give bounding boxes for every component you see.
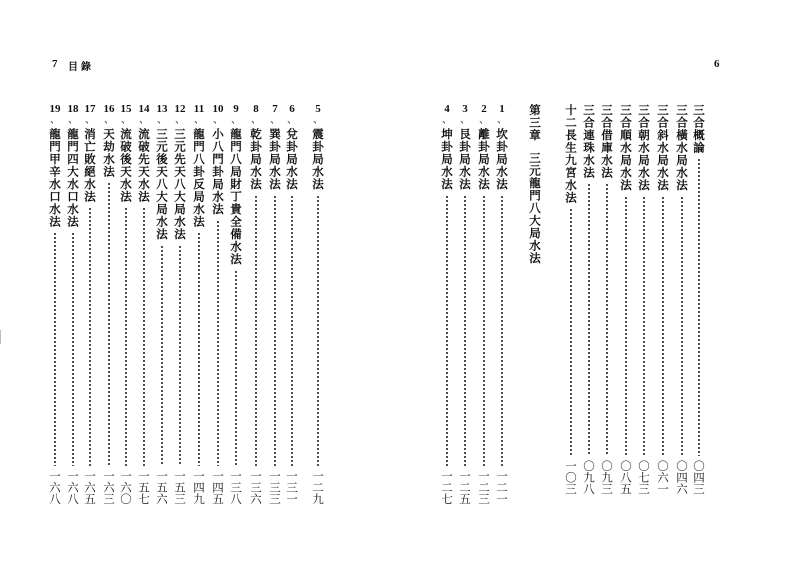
toc-entry <box>82 104 98 504</box>
entry-title: 龍門四大水口水法 <box>66 128 80 228</box>
entry-title: 乾卦局水法 <box>249 128 263 191</box>
toc-entry <box>674 104 690 494</box>
toc-entry <box>563 104 579 494</box>
entry-page: 〇九三 <box>600 459 614 494</box>
dot-leader <box>625 196 627 456</box>
dot-leader <box>108 182 110 466</box>
entry-page: 一三八 <box>229 469 243 504</box>
entry-title: 三合借庫水法 <box>600 104 614 179</box>
running-head: 目錄 <box>68 62 94 73</box>
entry-page: 一〇三 <box>564 459 578 494</box>
toc-entry <box>310 104 326 504</box>
left-page-number: 7 <box>52 58 58 70</box>
entry-number: 5 <box>315 103 321 115</box>
chapter-title: 三元龍門八大局水法 <box>528 151 542 264</box>
dot-leader <box>501 195 503 466</box>
toc-entry <box>599 104 615 494</box>
entry-title: 龍門八局財丁貴全備水法 <box>229 128 243 266</box>
entry-number: 17 <box>84 103 96 115</box>
entry-title: 龍門八卦反局水法 <box>192 128 206 228</box>
enumeration-comma: 、 <box>104 115 114 126</box>
chapter-label: 第三章 <box>528 104 542 142</box>
toc-entry <box>284 104 300 504</box>
entry-title: 三合斜水局水法 <box>656 104 670 192</box>
entry-title: 三合順水局水法 <box>619 104 633 192</box>
entry-page: 一三一 <box>285 469 299 504</box>
entry-title: 坎卦局水法 <box>495 128 509 191</box>
entry-number: 16 <box>103 103 115 115</box>
enumeration-comma: 、 <box>287 115 297 126</box>
toc-entry <box>476 104 492 504</box>
dot-leader <box>317 195 319 466</box>
entry-title: 小八門卦局水法 <box>211 128 225 216</box>
dot-leader <box>179 245 181 466</box>
toc-entry <box>101 104 117 504</box>
toc-entry <box>191 104 207 504</box>
dot-leader <box>483 195 485 466</box>
right-page-number: 6 <box>714 58 720 70</box>
entry-title: 兌卦局水法 <box>285 128 299 191</box>
entry-title: 龍門甲辛水口水法 <box>48 128 62 228</box>
dot-leader <box>54 232 56 466</box>
enumeration-comma: 、 <box>442 115 452 126</box>
dot-leader <box>291 195 293 466</box>
entry-page: 一三三 <box>268 469 282 504</box>
entry-page: 一二九 <box>311 469 325 504</box>
toc-entry <box>136 104 152 504</box>
dot-leader <box>570 208 572 456</box>
entry-title: 三元先天八大局水法 <box>173 128 187 241</box>
enumeration-comma: 、 <box>85 115 95 126</box>
entry-page: 一六三 <box>102 469 116 504</box>
entry-number: 3 <box>462 103 468 115</box>
entry-title: 三元後天八大局水法 <box>155 128 169 241</box>
entry-number: 13 <box>156 103 168 115</box>
toc-entry <box>691 104 707 494</box>
enumeration-comma: 、 <box>175 115 185 126</box>
dot-leader <box>161 245 163 466</box>
entry-page: 一六五 <box>83 469 97 504</box>
dot-leader <box>643 196 645 456</box>
entry-title: 流破後天水法 <box>119 128 133 203</box>
toc-entry <box>154 104 170 504</box>
entry-title: 三合連珠水法 <box>582 104 596 179</box>
entry-page: 一二七 <box>440 469 454 504</box>
toc-entry <box>655 104 671 494</box>
toc-entry <box>228 104 244 504</box>
enumeration-comma: 、 <box>479 115 489 126</box>
enumeration-comma: 、 <box>194 115 204 126</box>
enumeration-comma: 、 <box>139 115 149 126</box>
dot-leader <box>198 232 200 466</box>
dot-leader <box>662 196 664 456</box>
entry-title: 十二長生九宮水法 <box>564 104 578 204</box>
dot-leader <box>235 270 237 466</box>
entry-page: 一二一 <box>495 469 509 504</box>
entry-page: 一六〇 <box>119 469 133 504</box>
entry-title: 三合概論 <box>692 104 706 154</box>
entry-page: 〇四六 <box>675 459 689 494</box>
entry-page: 一五三 <box>173 469 187 504</box>
toc-entry <box>618 104 634 494</box>
toc-entry <box>636 104 652 494</box>
enumeration-comma: 、 <box>68 115 78 126</box>
toc-entry <box>457 104 473 504</box>
entry-number: 14 <box>138 103 150 115</box>
entry-number: 10 <box>212 103 224 115</box>
dot-leader <box>125 207 127 466</box>
dot-leader <box>255 195 257 466</box>
entry-title: 天劫水法 <box>102 128 116 178</box>
dot-leader <box>217 220 219 466</box>
enumeration-comma: 、 <box>231 115 241 126</box>
entry-number: 6 <box>289 103 295 115</box>
entry-number: 12 <box>174 103 186 115</box>
toc-entry <box>47 104 63 504</box>
entry-number: 8 <box>253 103 259 115</box>
entry-page: 〇七三 <box>637 459 651 494</box>
toc-entry <box>65 104 81 504</box>
entry-number: 15 <box>120 103 132 115</box>
entry-page: 〇九八 <box>582 459 596 494</box>
entry-title: 三合朝水局水法 <box>637 104 651 192</box>
dot-leader <box>588 183 590 456</box>
entry-page: 〇四三 <box>692 459 706 494</box>
entry-title: 艮卦局水法 <box>458 128 472 191</box>
chapter-heading <box>527 104 543 284</box>
enumeration-comma: 、 <box>157 115 167 126</box>
entry-title: 震卦局水法 <box>311 128 325 191</box>
entry-page: 一五七 <box>137 469 151 504</box>
toc-entry <box>210 104 226 504</box>
entry-number: 7 <box>272 103 278 115</box>
toc-entry <box>267 104 283 504</box>
entry-number: 11 <box>193 103 205 115</box>
dot-leader <box>143 207 145 466</box>
entry-number: 19 <box>49 103 61 115</box>
dot-leader <box>446 195 448 466</box>
enumeration-comma: 、 <box>121 115 131 126</box>
dot-leader <box>274 195 276 466</box>
enumeration-comma: 、 <box>213 115 223 126</box>
entry-page: 一四九 <box>192 469 206 504</box>
entry-number: 2 <box>481 103 487 115</box>
dot-leader <box>464 195 466 466</box>
entry-title: 坤卦局水法 <box>440 128 454 191</box>
entry-page: 一二五 <box>458 469 472 504</box>
entry-title: 流破先天水法 <box>137 128 151 203</box>
toc-entry <box>248 104 264 504</box>
entry-number: 18 <box>67 103 79 115</box>
entry-page: 一五六 <box>155 469 169 504</box>
toc-entry <box>494 104 510 504</box>
toc-entry <box>581 104 597 494</box>
dot-leader <box>606 183 608 456</box>
dot-leader <box>698 158 700 456</box>
enumeration-comma: 、 <box>313 115 323 126</box>
entry-page: 一六八 <box>66 469 80 504</box>
toc-entry <box>439 104 455 504</box>
entry-page: 一四五 <box>211 469 225 504</box>
entry-number: 1 <box>499 103 505 115</box>
enumeration-comma: 、 <box>460 115 470 126</box>
entry-page: 〇八五 <box>619 459 633 494</box>
entry-page: 〇六一 <box>656 459 670 494</box>
toc-entry <box>118 104 134 504</box>
entry-title: 三合橫水局水法 <box>675 104 689 192</box>
entry-page: 一六八 <box>48 469 62 504</box>
entry-title: 消亡敗絕水法 <box>83 128 97 203</box>
entry-page: 一三六 <box>249 469 263 504</box>
dot-leader <box>681 196 683 456</box>
enumeration-comma: 、 <box>497 115 507 126</box>
toc-entry <box>172 104 188 504</box>
entry-title: 巽卦局水法 <box>268 128 282 191</box>
enumeration-comma: 、 <box>50 115 60 126</box>
enumeration-comma: 、 <box>270 115 280 126</box>
dot-leader <box>72 232 74 466</box>
entry-number: 9 <box>233 103 239 115</box>
entry-title: 離卦局水法 <box>477 128 491 191</box>
enumeration-comma: 、 <box>251 115 261 126</box>
page-gutter-mark <box>0 330 1 344</box>
entry-number: 4 <box>444 103 450 115</box>
dot-leader <box>89 207 91 466</box>
entry-page: 一二三 <box>477 469 491 504</box>
